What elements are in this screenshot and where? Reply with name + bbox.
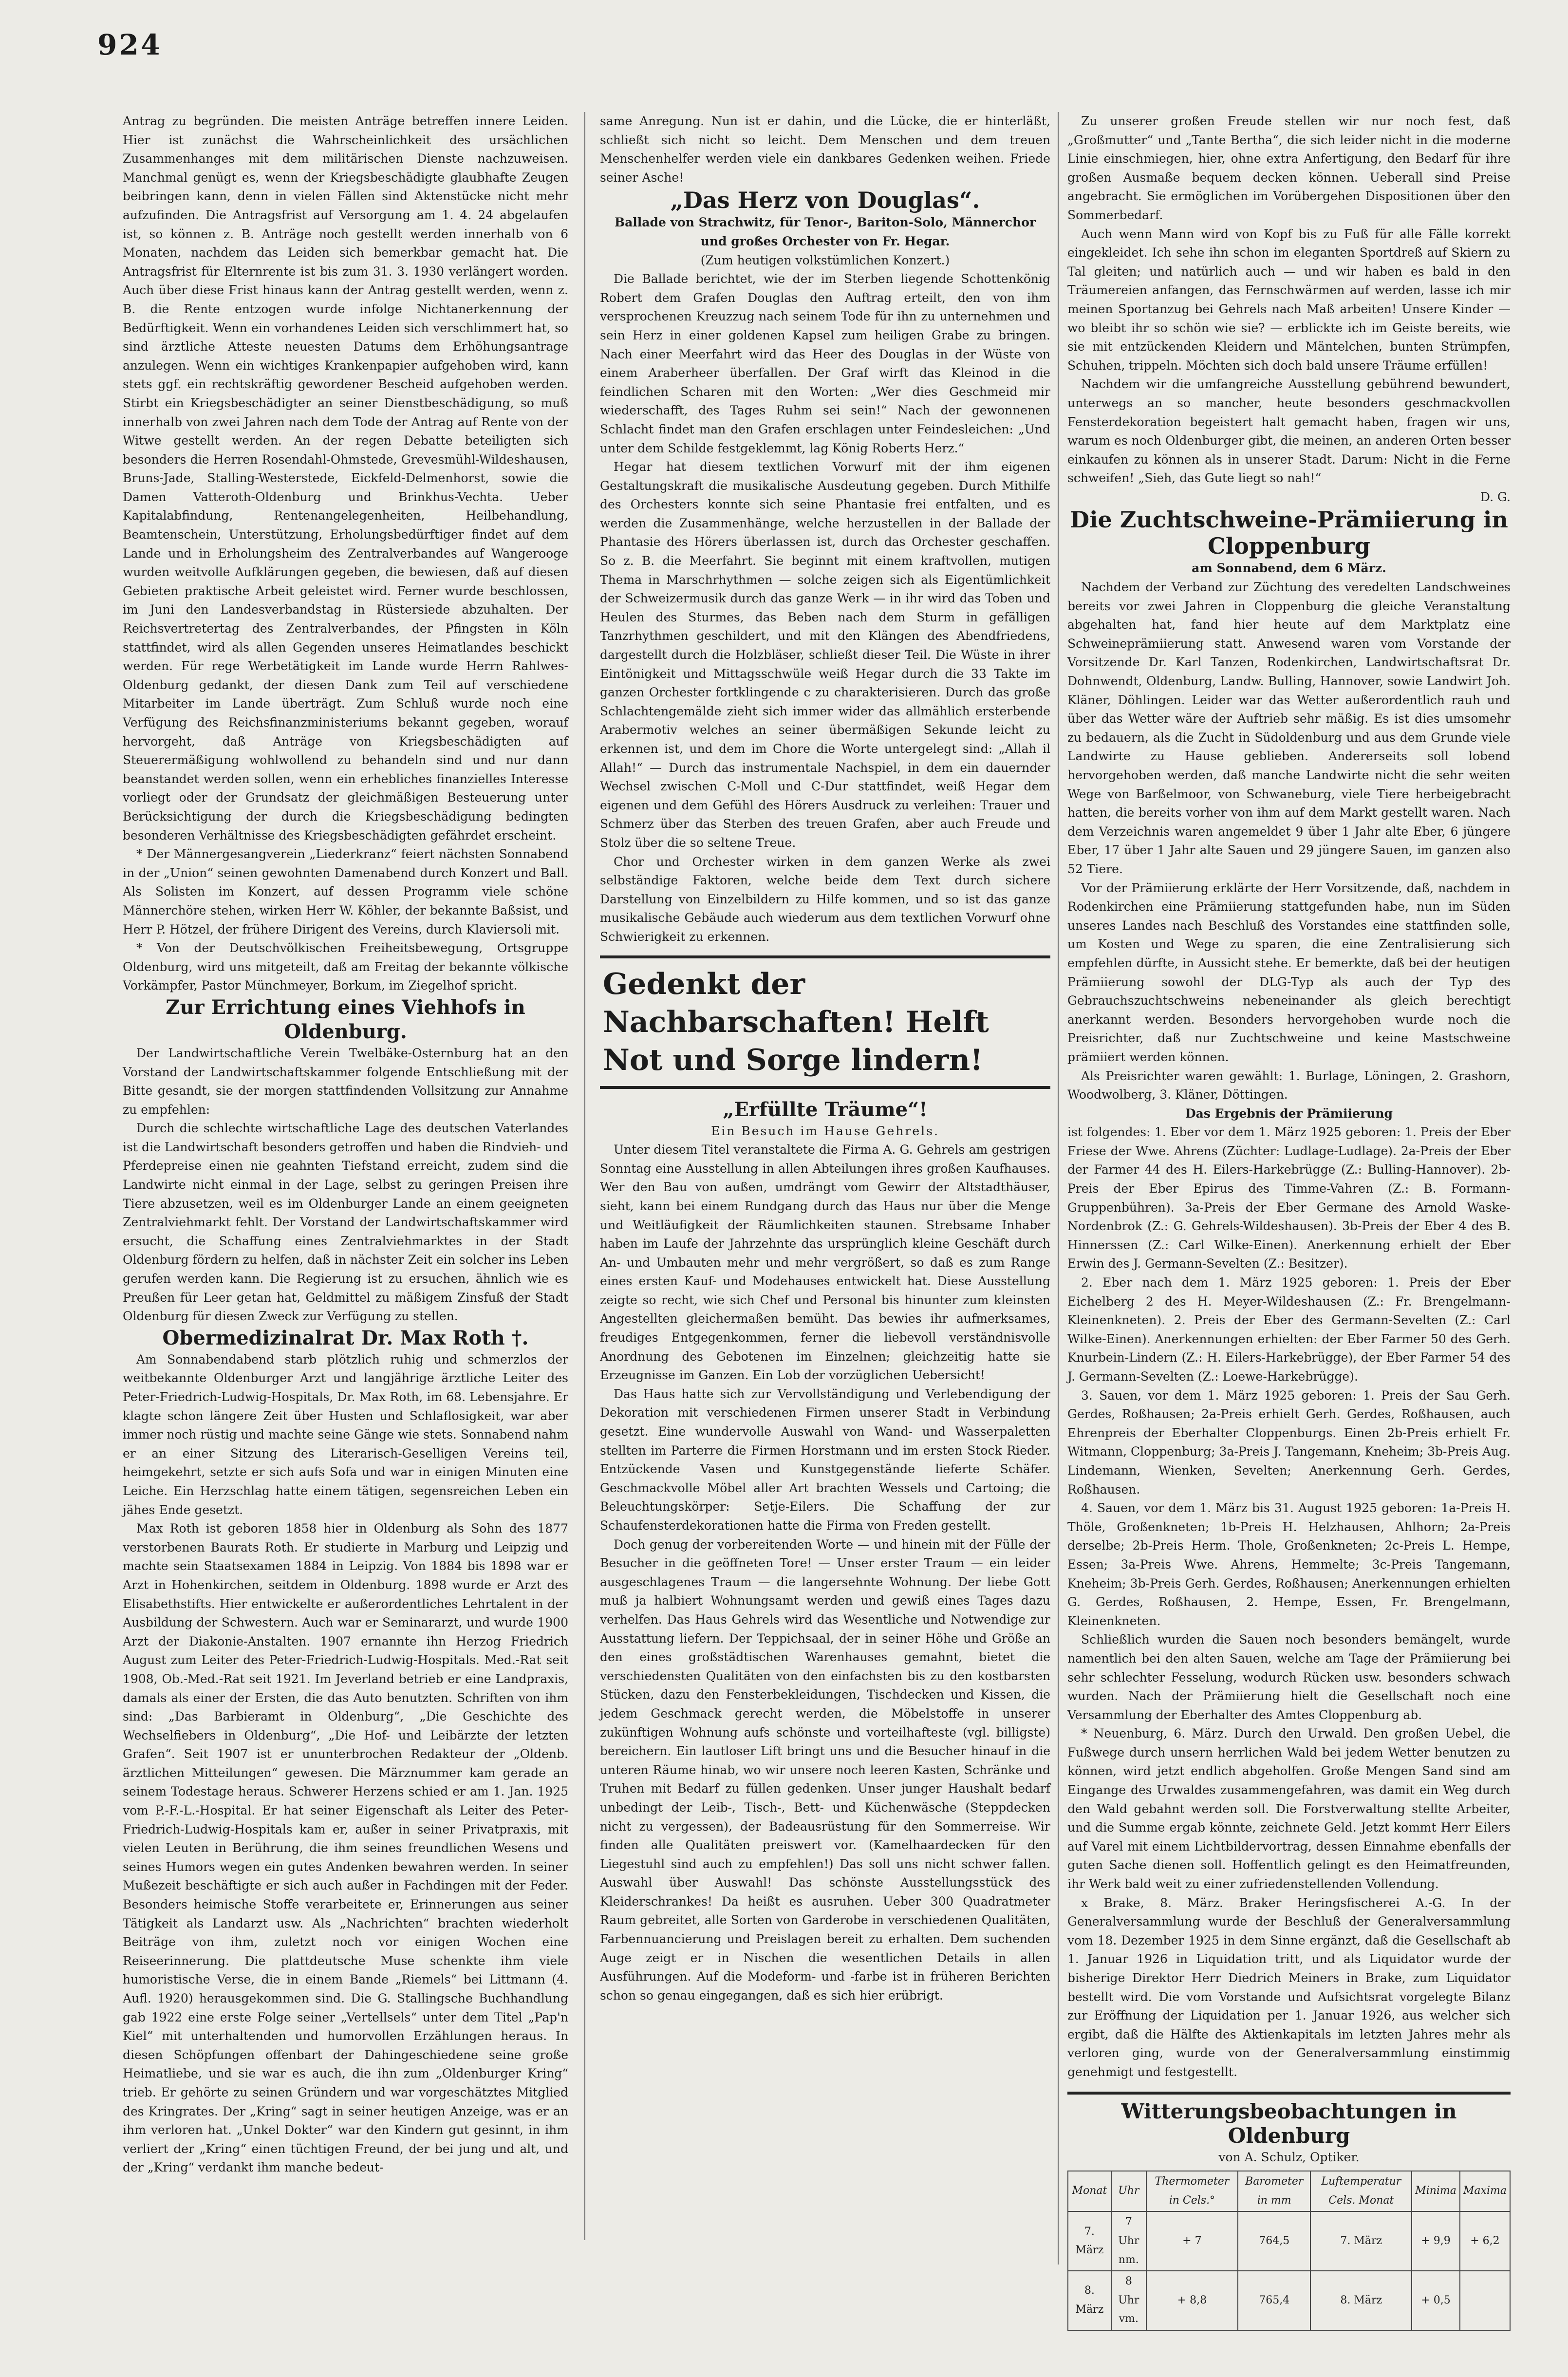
article-text: Als Preisrichter waren gewählt: 1. Burlage, Löningen, 2. Grashorn, Woodwolberg, 3. Kläner, Döttingen. [1067,1068,1511,1102]
table-cell: + 0,5 [1412,2271,1460,2330]
subheadline: Ballade von Strachwitz, für Tenor-, Bariton-Solo, Männerchor und großes Orchester von Fr. Hegar. [614,215,1036,248]
article-text: Nachdem der Verband zur Züchtung des veredelten Landschweines bereits vor zwei Jahren in Cloppenburg die gleiche Veranstaltung abgehalten hat, fand hier heute auf dem Marktplatz eine Schweineprämiierung statt. Anwesend waren vom Vorstande der Vorsitzende Dr. Karl Tanzen, Rodenkirchen, Landwirtschaftsrat Dr. Dohnwendt, Oldenburg, Landw. Bulling, Hannover, sowie Landwirt Joh. Kläner, Döhlingen. Leider war das Wetter außerordentlich rauh und über das Wetter wäre der Auftrieb sehr mäßig. Es ist dies umsomehr zu bedauern, als die Zucht in Südoldenburg und aus dem Grunde viele Landwirte zu Hause geblieben. Andererseits soll lobend hervorgehoben werden, daß manche Landwirte nicht die sehr weiten Wege von Barßelmoor, von Schwaneburg, viele Tiere herbeigebracht hatten, die bereits vorher von ihm auf dem Markt gestellt waren. Nach dem Verzeichnis waren angemeldet 9 über 1 Jahr alte Eber, 6 jüngere Eber, 17 über 1 Jahr alte Sauen und 29 jüngere Sauen, im ganzen also 52 Tiere. [1067,580,1511,876]
article-text: * Von der Deutschvölkischen Freiheitsbewegung, Ortsgruppe Oldenburg, wird uns mitgeteilt, daß am Freitag der bekannte völkische Vorkämpfer, Pastor Münchmeyer, Borkum, im Ziegelhof spricht. [123,941,568,993]
table-cell: 764,5 [1238,2211,1311,2271]
weather-title: Witterungsbeobachtungen in Oldenburg [1067,2092,1511,2148]
table-cell: 7. März [1068,2211,1111,2271]
table-header: Luftemperatur Cels. Monat [1310,2171,1412,2211]
headline-traeume: „Erfüllte Träume“! [723,1098,928,1121]
table-row [1068,2271,1510,2330]
article-text: Das Haus hatte sich zur Vervollständigung und Verlebendigung der Dekoration mit verschiedenen Firmen unserer Stadt in Verbindung gesetzt. Eine wundervolle Auswahl von Wand- und Wasserpaletten stellten im Parterre die Firmen Horstmann und im ersten Stock Rieder. Entzückende Vasen und Kunstgegenstände lieferte Schäfer. Geschmackvolle Möbel aller Art brachten Wessels und Cartoing; die Beleuchtungskörper: Setje-Eilers. Die Schaffung der zur Schaufensterdekorationen hatte die Firma von Freden gestellt. [600,1386,1050,1533]
subheadline: am Sonnabend, dem 6 März. [1192,561,1386,576]
table-cell: + 7 [1146,2211,1238,2271]
article-text: 2. Eber nach dem 1. März 1925 geboren: 1. Preis der Eber Eichelberg 2 des H. Meyer-Wildeshausen (Z.: Fr. Brengelmann-Kleinenkneten). 2. Preis der Eber des Germann-Sevelten (Z.: Carl Wilke-Einen). Anerkennungen erhielten: der Eber Farmer 50 des Gerh. Knurbein-Lindern (Z.: H. Eilers-Harkebrügge), der Eber Farmer 54 des J. Germann-Sevelten (Z.: Loewe-Harkebrügge). [1067,1275,1511,1384]
article-text: Vor der Prämiierung erklärte der Herr Vorsitzende, daß, nachdem in Rodenkirchen eine Prämiierung stattgefunden habe, nun im Süden unseres Landes nach Beschluß des Vorstandes eine stattfinden solle, um Kosten und Wege zu sparen, die eine Zentralisierung sich empfehlen dürfte, in Aussicht stehe. Er bemerkte, daß bei der heutigen Prämiierung sowohl der DLG-Typ als auch der Typ des Gebrauchszuchtschweins nebeneinander als gleich berechtigt anerkannt werden. Besonders hervorgehoben wurde noch die Preisrichter, daß nur Zuchtschweine und keine Mastschweine prämiiert werden können. [1067,880,1511,1064]
headline-viehhof: Zur Errichtung eines Viehhofs in Oldenburg. [166,995,525,1043]
table-cell: 7 Uhr nm. [1111,2211,1146,2271]
table-header: Barometer in mm [1238,2171,1311,2211]
headline-schweine: Die Zuchtschweine-Prämiierung in Cloppenburg [1070,506,1508,560]
signature: D. G. [1480,489,1511,504]
article-text: Nachdem wir die umfangreiche Ausstellung gebührend bewundert, unterwegs an so mancher, heute besonders geschmackvollen Fensterdekoration begeistert halt gemacht haben, fragen wir uns, warum es noch Oldenburger gibt, die meinen, an anderen Orten besser einkaufen zu können als in unserer Stadt. Darum: Nicht in die Ferne schweifen! „Sieh, das Gute liegt so nah!“ [1067,377,1511,486]
article-text: 3. Sauen, vor dem 1. März 1925 geboren: 1. Preis der Sau Gerh. Gerdes, Roßhausen; 2a-Preis erhielt Gerh. Gerdes, Roßhausen, auch Ehrenpreis der Eberhalter Cloppenburgs. Einen 2b-Preis erhielt Fr. Witmann, Cloppenburg; 3a-Preis J. Tangemann, Kneheim; 3b-Preis Aug. Lindemann, Wienken, Sevelten; Anerkennung Gerh. Gerdes, Roßhausen. [1067,1388,1511,1497]
article-text: Am Sonnabendabend starb plötzlich ruhig und schmerzlos der weitbekannte Oldenburger Arzt und langjährige ärztliche Leiter des Peter-Friedrich-Ludwig-Hospitals, Dr. Max Roth, im 68. Lebensjahre. Er klagte schon längere Zeit über Husten und Schlaflosigkeit, war aber immer noch rüstig und machte seine Gänge wie stets. Sonnabend nahm er an einer Sitzung des Literarisch-Geselligen Vereins teil, heimgekehrt, setzte er sich aufs Sofa und war in einigen Minuten eine Leiche. Ein Herzschlag hatte einem tätigen, segensreichen Leben ein jähes Ende gesetzt. [123,1352,568,1517]
appeal-banner: Gedenkt der Nachbarschaften! Helft Not und Sorge lindern! [600,955,1050,1089]
column-2 [600,112,1050,2265]
table-cell: 7. März [1310,2211,1412,2271]
article-text: Unter diesem Titel veranstaltete die Firma A. G. Gehrels am gestrigen Sonntag eine Ausstellung in allen Abteilungen ihres großen Kaufhauses. Wer den Bau von außen, umdrängt vom Gewirr der Altstadthäuser, sieht, kann bei einem Rundgang durch das Haus nur über die Menge und Weitläufigkeit der Räumlichkeiten staunen. Strebsame Inhaber haben im Laufe der Jahrzehnte das ursprünglich kleine Geschäft durch An- und Umbauten mehr und mehr vergrößert, so daß es zum Range eines ersten Kauf- und Modehauses entwickelt hat. Diese Ausstellung zeigte so recht, wie sich Chef und Personal bis hinunter zum kleinsten Angestellten gleichermaßen bemüht. Das bewies ihr aufmerksames, freudiges Entgegenkommen, ferner die liebevoll verständnisvolle Anordnung des Gebotenen im Einzelnen; gleichzeitig hatte sie Erzeugnisse im Ganzen. Ein Lob der vorzüglichen Uebersicht! [600,1142,1050,1383]
column-rule-2 [1058,112,1059,2265]
article-text: ist folgendes: 1. Eber vor dem 1. März 1925 geboren: 1. Preis der Eber Friese der Wwe. Ahrens (Züchter: Ludlage-Ludlage). 2a-Preis der Eber der Farmer 44 des H. Eilers-Harkebrügge (Z.: Bulling-Hannover). 2b-Preis der Eber Epirus des Timme-Vahren (Z.: B. Formann-Gruppenbühren). 3a-Preis der Eber Germane des Arnold Waske-Nordenbrok (Z.: G. Gehrels-Wildeshausen). 3b-Preis der Eber 4 des B. Hinnerssen (Z.: Carl Wilke-Einen). Anerkennung erhielt der Eber Erwin des J. Germann-Sevelten (Z.: Besitzer). [1067,1125,1511,1271]
article-text: Auch wenn Mann wird von Kopf bis zu Fuß für alle Fälle korrekt eingekleidet. Ich sehe ihn schon im eleganten Sportdreß auf Skiern zu Tal gleiten; und natürlich auch — und wir haben es bald in den Träumereien anfangen, das Fernschwärmen auf werden, lasse ich mir meinen Sportanzug bei Gehrels nach Maß arbeiten! Unsere Kinder — wo bleibt ihr so schön wie sie? — erblickte ich im Geiste bereits, wie sie mit entzückenden Kleidern und Mäntelchen, bunten Strümpfen, Schuhen, trippeln. Möchten sich doch bald unsere Träume erfüllen! [1067,226,1511,373]
article-text: Chor und Orchester wirken in dem ganzen Werke als zwei selbständige Faktoren, welche beide dem Text durch sichere Darstellung von Einzelbildern zu Hilfe kommen, und so ist das ganze musikalische Gebäude auch wiederum aus dem textlichen Vorwurf ohne Schwierigkeit zu erkennen. [600,854,1050,944]
table-header: Maxima [1460,2171,1510,2211]
table-cell: + 8,8 [1146,2271,1238,2330]
table-cell: 8. März [1310,2271,1412,2330]
headline-douglas: „Das Herz von Douglas“. [670,187,980,214]
table-header-row [1068,2171,1510,2211]
article-text: Die Ballade berichtet, wie der im Sterben liegende Schottenkönig Robert dem Grafen Douglas den Auftrag erteilt, den von ihm versprochenen Kreuzzug nach seinem Tode für ihn zu unternehmen und sein Herz in einer goldenen Kapsel zum heiligen Grabe zu bringen. Nach einer Meerfahrt wird das Heer des Douglas in der Wüste von einem Araberheer überfallen. Der Graf wirft das Kleinod in die feindlichen Scharen mit den Worten: „Wer dies Geschmeid mir wiederschafft, des Tages Ruhm sei sein!“ Nach der gewonnenen Schlacht findet man den Grafen erschlagen unter Feindesleichen: „Und unter dem Schilde festgeklemmt, lag König Roberts Herz.“ [600,272,1050,455]
article-text: Durch die schlechte wirtschaftliche Lage des deutschen Vaterlandes ist die Landwirtschaft besonders getroffen und haben die Rindvieh- und Pferdepreise einen nie geahnten Tiefstand erreicht, zudem sind die Landwirte nicht einmal in der Lage, selbst zu geringen Preisen ihre Tiere abzusetzen, weil es im Oldenburger Lande an einem geeigneten Zentralviehmarkt fehlt. Der Vorstand der Landwirtschaftskammer wird ersucht, die Schaffung eines Zentralviehmarktes in der Stadt Oldenburg fördern zu helfen, daß in nächster Zeit ein solcher ins Leben gerufen werden kann. Die Regierung ist zu ersuchen, ähnlich wie es Preußen für Leer getan hat, Geldmittel zu mäßigem Zinsfuß der Stadt Oldenburg für diesen Zweck zur Verfügung zu stellen. [123,1121,568,1324]
subheadline: Ein Besuch im Hause Gehrels. [711,1123,939,1138]
article-text: x Brake, 8. März. Braker Heringsfischerei A.-G. In der Generalversammlung wurde der Beschluß der Generalversammlung vom 18. Dezember 1925 in dem Sinne ergänzt, daß die Gesellschaft ab 1. Januar 1926 in Liquidation tritt, und als Liquidator wurde der bisherige Direktor Herr Diedrich Meiners in Brake, zum Liquidator bestellt wird. Die vom Vorstande und Aufsichtsrat vorgelegte Bilanz zur Eröffnung der Liquidation per 1. Januar 1926, aus welcher sich ergibt, daß die Hälfte des Aktienkapitals im letzten Jahres mehr als verloren ging, wurde von der Generalversammlung einstimmig genehmigt und festgestellt. [1067,1895,1511,2079]
headline-obituary: Obermedizinalrat Dr. Max Roth †. [162,1326,529,1349]
subheadline: Das Ergebnis der Prämiierung [1185,1106,1393,1121]
weather-table [1067,2171,1511,2331]
column-1 [123,112,568,2245]
table-header: Uhr [1111,2171,1146,2211]
article-text: 4. Sauen, vor dem 1. März bis 31. August 1925 geboren: 1a-Preis H. Thöle, Großenkneten; 1b-Preis H. Helzhausen, Ahlhorn; 2a-Preis derselbe; 2b-Preis Herm. Thole, Großenkneten; 2c-Preis L. Hempe, Essen; 3a-Preis Wwe. Ahrens, Hemmelte; 3c-Preis Tangemann, Kneheim; 3b-Preis Gerh. Gerdes, Roßhausen; Anerkennungen erhielten G. Gerdes, Roßhausen, 2. Hempe, Essen, Fr. Brengelmann, Kleinenkneten. [1067,1501,1511,1628]
table-cell: 8 Uhr vm. [1111,2271,1146,2330]
table-cell [1460,2271,1510,2330]
table-cell: + 6,2 [1460,2211,1510,2271]
page-number: 924 [97,28,163,61]
article-text: Doch genug der vorbereitenden Worte — und hinein mit der Fülle der Besucher in die geöffneten Tore! — Unser erster Traum — ein leider ausgeschlagenes Traum — die langersehnte Wohnung. Der liebe Gott muß ja halbiert Wohnungsamt werden und gewiß eines Tages dazu verhelfen. Das Haus Gehrels wird das Wesentliche und Notwendige zur Ausstattung liefern. Der Teppichsaal, der in seiner Höhe und Größe an den eines großstädtischen Warenhauses gemahnt, bietet die verschiedensten Qualitäten von den einfachsten bis zu den kostbarsten Stücken, dazu den Fensterbekleidungen, Tischdecken und Kissen, die jedem Geschmack gerecht werden, die Möbelstoffe in unserer zukünftigen Wohnung aufs schönste und vorteilhafteste (vgl. billigste) bereichern. Ein lautloser Lift bringt uns und die Besucher hinauf in die unteren Räume hinab, wo wir unsere noch leeren Kasten, Schränke und Truhen mit Bedarf zu füllen gedenken. Unser junger Haushalt bedarf unbedingt der Leib-, Tisch-, Bett- und Küchenwäsche (Steppdecken nicht zu vergessen), der Badeausrüstung für den Sommerreise. Wir finden alle Qualitäten preiswert vor. (Kamelhaardecken für den Liegestuhl sind auch zu empfehlen!) Das soll uns nicht schwer fallen. Auswahl über Auswahl! Das schönste Ausstellungsstück des Kleiderschrankes! Da heißt es ausruhen. Ueber 300 Quadratmeter Raum gebreitet, alle Sorten von Garderobe in verschiedenen Qualitäten, Farbennuancierung und Preislagen bereit zu erhalten. Dem suchenden Auge zeigt er in Nischen die wesentlichen Details in allen Ausführungen. Auf die Modeform- und -farbe ist in früheren Berichten schon so genau eingegangen, daß es sich hier erübrigt. [600,1537,1050,2003]
article-text: Hegar hat diesem textlichen Vorwurf mit der ihm eigenen Gestaltungskraft die musikalische Ausdeutung gegeben. Durch Mithilfe des Orchesters konnte sich seine Phantasie frei entfalten, und es werden die Zusammenhänge, welche herzustellen in der Ballade der Phantasie des Hörers überlassen ist, durch das Orchester geschaffen. So z. B. die Meerfahrt. Sie beginnt mit einem kraftvollen, mutigen Thema in Marschrhythmen — solche zeigen sich als Eigentümlichkeit der Schweizermusik durch das ganze Werk — in ihr wird das Toben und Heulen des Sturmes, das Beben nach dem Sturm in gefälligen Tanzrhythmen geschildert, und mit den Klängen des Abendfriedens, dargestellt durch die Holzbläser, schließt dieser Teil. Die Wüste in ihrer Eintönigkeit und Mittagsschwüle weiß Hegar durch die 33 Takte im ganzen Orchester fortklingende c zu charakterisieren. Durch das große Schlachtengemälde zieht sich immer wider das allmählich ersterbende Arabermotiv welches an seiner übermäßigen Sekunde leicht zu erkennen ist, und dem im Chore die Worte untergelegt sind: „Allah il Allah!“ — Durch das instrumentale Nachspiel, in dem ein dauernder Wechsel zwischen C-Moll und C-Dur stattfindet, weiß Hegar dem eigenen und dem Gefühl des Hörers Ausdruck zu verleihen: Trauer und Schmerz über das Sterben des treuen Grafen, aber auch Freude und Stolz über die so seltene Treue. [600,460,1050,850]
weather-subtitle: von A. Schulz, Optiker. [1218,2150,1360,2164]
table-cell: + 9,9 [1412,2211,1460,2271]
article-text: same Anregung. Nun ist er dahin, und die Lücke, die er hinterläßt, schließt sich nicht so leicht. Dem Menschen und dem treuen Menschenhelfer werden viele ein dankbares Gedenken weihen. Friede seiner Asche! [600,114,1050,185]
column-rule-1 [584,112,585,2240]
article-text: Schließlich wurden die Sauen noch besonders bemängelt, wurde namentlich bei den alten Sauen, welche am Tage der Prämiierung bei sehr schlechter Fesselung, wodurch Rücken usw. besonders schwach wurden. Nach der Prämiierung hielt die Gesellschaft noch eine Versammlung der Eberhalter des Amtes Cloppenburg ab. [1067,1632,1511,1722]
table-header: Thermometer in Cels.° [1146,2171,1238,2211]
article-text: * Der Männergesangverein „Liederkranz“ feiert nächsten Sonnabend in der „Union“ seinen gewohnten Damenabend durch Konzert und Ball. Als Solisten im Konzert, auf dessen Programm viele schöne Männerchöre stehen, wirken Herr W. Köhler, der bekannte Baßsist, und Herr P. Hötzel, der frühere Dirigent des Vereins, durch Klaviersoli mit. [123,847,568,936]
table-header: Minima [1412,2171,1460,2211]
article-text: Zu unserer großen Freude stellen wir nur noch fest, daß „Großmutter“ und „Tante Bertha“, die sich leider nicht in die moderne Linie einschmiegen, hier, ohne extra Anfertigung, den Bedarf für ihre großen Ausmaße bequem decken können. Ueberall sind Preise angebracht. Sie ermöglichen im Vorübergehen Dispositionen über den Sommerbedarf. [1067,114,1511,222]
article-text: * Neuenburg, 6. März. Durch den Urwald. Den großen Uebel, die Fußwege durch unsern herrlichen Wald bei jedem Wetter benutzen zu können, wird jetzt endlich abgeholfen. Große Mengen Sand sind am Eingange des Urwaldes zusammengefahren, was damit ein Weg durch den Wald gebahnt werden soll. Die Forstverwaltung stellte Arbeiter, und die Summe ergab könnte, zeichnete Geld. Jetzt kommt Herr Eilers auf Varel mit einem Lichtbildervortrag, dessen Einnahme ebenfalls der guten Sache dienen soll. Hoffentlich gelingt es den Heimatfreunden, ihr Werk bald weit zu einer zufriedenstellenden Vollendung. [1067,1726,1511,1891]
column-3 [1067,112,1511,2325]
article-text: Antrag zu begründen. Die meisten Anträge betreffen innere Leiden. Hier ist zunächst die Wahrscheinlichkeit des ursächlichen Zusammenhanges mit dem militärischen Dienste nachzuweisen. Manchmal genügt es, wenn der Kriegsbeschädigte glaubhafte Zeugen beibringen kann, denn in vielen Fällen sind Aktenstücke nicht mehr aufzufinden. Die Antragsfrist auf Versorgung am 1. 4. 24 abgelaufen ist, so können z. B. Anträge noch gestellt werden innerhalb von 6 Monaten, nachdem das Leiden sich bemerkbar gemacht hat. Die Antragsfrist für Elternrente ist bis zum 31. 3. 1930 verlängert worden. Auch über diese Frist hinaus kann der Antrag gestellt werden, wenn z. B. die Rente entzogen wurde infolge Nichtanerkennung der Bedürftigkeit. Wenn ein vorhandenes Leiden sich verschlimmert hat, so sind ärztliche Atteste neuesten Datums dem Erhöhungsantrage anzulegen. Wenn ein wichtiges Krankenpapier aufgehoben wird, kann stets ggf. ein rechtskräftig gewordener Bescheid aufgehoben werden. Stirbt ein Kriegsbeschädigter an seiner Dienstbeschädigung, so muß innerhalb von zwei Jahren nach dem Tode der Antrag auf Rente von der Witwe gestellt werden. An der regen Debatte beteiligten sich besonders die Herren Rosendahl-Ohmstede, Grevesmühl-Wildeshausen, Bruns-Jade, Stalling-Westerstede, Eickfeld-Delmenhorst, sowie die Damen Vatteroth-Oldenburg und Brinkhus-Vechta. Ueber Kapitalabfindung, Rentenangelegenheiten, Heilbehandlung, Beamtenschein, Unterstützung, Erholungsbedürftiger findet auf dem Lande und in Erholungsheim des Zentralverbandes auf Wangerooge wurden weitvolle Aufklärungen gegeben, die bewiesen, daß auf diesen Gebieten praktische Arbeit geleistet wird. Ferner wurde beschlossen, im Juni den Landesverbandstag in Rüstersiede abzuhalten. Der Reichsvertretertag des Zentralverbandes, der Pfingsten in Köln stattfindet, wird als allen Gegenden unseres Heimatlandes beschickt werden. Für rege Werbetätigkeit im Lande wurde Herrn Rahlwes-Oldenburg gedankt, der diesen Dank zum Teil auf verschiedene Mitarbeiter im Lande überträgt. Zum Schluß wurde noch eine Verfügung des Reichsfinanzministeriums bekannt gegeben, worauf hervorgeht, daß Anträge von Kriegsbeschädigten auf Steuerermäßigung wohlwollend zu behandeln sind und nur dann beanstandet werden sollen, wenn ein erhebliches finanzielles Interesse vorliegt oder der Grundsatz der gleichmäßigen Besteuerung unter Berücksichtigung der durch die Kriegsbeschädigung bedingten besonderen Verhältnisse des Kriegsbeschädigten gefährdet erscheint. [123,114,568,842]
table-cell: 8. März [1068,2271,1111,2330]
article-text: Max Roth ist geboren 1858 hier in Oldenburg als Sohn des 1877 verstorbenen Baurats Roth. Er studierte in Marburg und Leipzig und machte sein Staatsexamen 1884 in Leipzig. Von 1884 bis 1898 war er Arzt in Hohenkirchen, seitdem in Oldenburg. 1898 wurde er Arzt des Elisabethstifts. Hier entwickelte er außerordentliches Lehrtalent in der Ausbildung der Schwestern. Auch war er Seminararzt, und wurde 1900 Arzt der Diakonie-Anstalten. 1907 ernannte ihn Herzog Friedrich August zum Leiter des Peter-Friedrich-Ludwig-Hospitals. Med.-Rat seit 1908, Ob.-Med.-Rat seit 1921. Im Jeverland betrieb er eine Landpraxis, damals als einer der Ersten, die das Auto benutzten. Schriften von ihm sind: „Das Barbieramt in Oldenburg“, „Die Geschichte des Wechselfiebers in Oldenburg“, „Die Hof- und Leibärzte der letzten Grafen“. Seit 1907 ist er ununterbrochen Redakteur der „Oldenb. ärztlichen Mitteilungen“ gewesen. Die Märznummer kam gerade an seinem Todestage heraus. Schwerer Herzens schied er am 1. Jan. 1925 vom P.-F.-L.-Hospital. Er hat seiner Eigenschaft als Leiter des Peter-Friedrich-Ludwig-Hospitals kam er, außer in seiner Privatpraxis, mit vielen Leuten in Berührung, die ihm seines freundlichen Wesens und seines Humors wegen ein gutes Andenken bewahren werden. In seiner Mußezeit beschäftigte er sich auch außer in Fachdingen mit der Feder. Besonders heimische Stoffe verarbeitete er, Erinnerungen aus seiner Tätigkeit als Landarzt usw. Als „Nachrichten“ brachten wiederholt Beiträge von ihm, zuletzt noch vor einigen Wochen eine Reiseerinnerung. Die plattdeutsche Muse schenkte ihm viele humoristische Verse, die in einem Bande „Riemels“ bei Littmann (4. Aufl. 1920) herausgekommen sind. Die G. Stallingsche Buchhandlung gab 1922 eine erste Folge seiner „Vertellsels“ unter dem Titel „Pap'n Kiel“ mit unterhaltenden und humorvollen Erzählungen heraus. In diesen Schöpfungen offenbart der Dahingeschiedene seine große Heimatliebe, und sie war es auch, die ihn zum „Oldenburger Kring“ trieb. Er gehörte zu seinen Gründern und war vorgeschätztes Mitglied des Kringrates. Der „Kring“ sagt in seiner heutigen Anzeige, was er an ihm verloren hat. „Unkel Dokter“ war den Kindern gut gesinnt, in ihm verliert der „Kring“ einen tüchtigen Freund, der bei jung und alt, und der „Kring“ verdankt ihm manche bedeut- [123,1521,568,2175]
article-text: Der Landwirtschaftliche Verein Twelbäke-Osternburg hat an den Vorstand der Landwirtschaftskammer folgende Entschließung mit der Bitte gesandt, sie der morgen stattfindenden Vollsitzung zur Annahme zu empfehlen: [123,1046,568,1117]
table-row [1068,2211,1510,2271]
table-cell: 765,4 [1238,2271,1311,2330]
table-header: Monat [1068,2171,1111,2211]
subheadline: (Zum heutigen volkstümlichen Konzert.) [700,253,950,267]
